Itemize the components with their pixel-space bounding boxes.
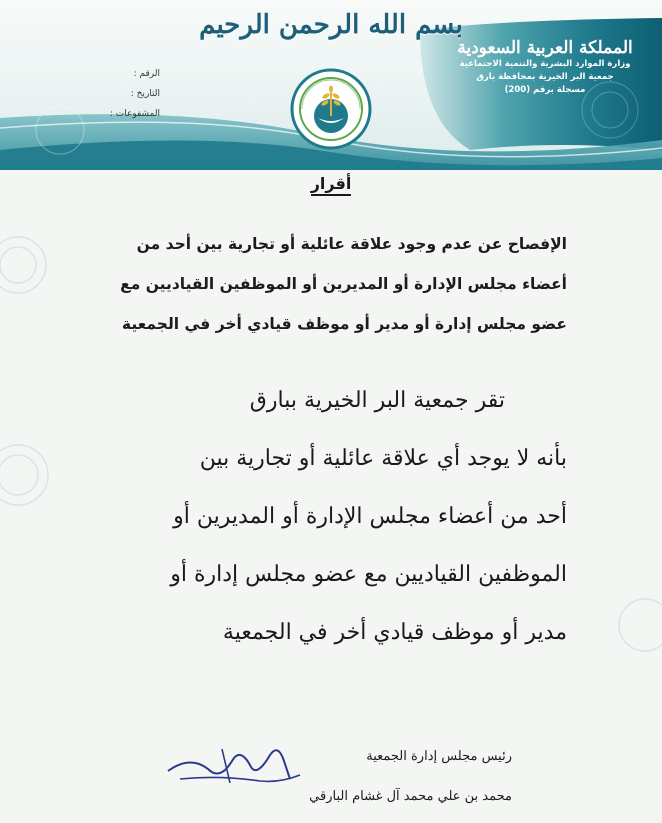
signatory-role: رئيس مجلس إدارة الجمعية: [366, 749, 512, 764]
subject-line: أعضاء مجلس الإدارة أو المديرين أو الموظفين القياديين مع: [120, 275, 567, 293]
statement-line: الموظفين القياديين مع عضو مجلس إدارة أو: [170, 562, 567, 587]
document-title: [0, 174, 662, 193]
subject-line: عضو مجلس إدارة أو مدير أو موظف قيادي أخر في الجمعية: [121, 315, 567, 333]
disclosure-subject: [87, 224, 567, 344]
date-label: التاريخ :: [130, 89, 160, 99]
ministry-name: وزارة الموارد البشرية والتنمية الاجتماعية: [459, 59, 631, 69]
statement-line: مدير أو موظف قيادي أخر في الجمعية: [222, 620, 567, 645]
association-name: جمعية البر الخيرية بمحافظة بارق: [476, 72, 614, 82]
attachments-label: المشفوعات :: [109, 109, 160, 119]
registration-number: مسجلة برقم (200): [504, 85, 586, 95]
statement-line: تقر جمعية البر الخيرية ببارق: [249, 388, 505, 413]
ref-number-label: الرقم :: [133, 69, 160, 79]
signature-block: [212, 737, 512, 817]
document-title-text: أقرار: [311, 174, 352, 196]
signatory-name: محمد بن علي محمد آل غشام البارقي: [309, 789, 512, 804]
basmala: بسم الله الرحمن الرحيم: [199, 10, 463, 40]
statement-line: أحد من أعضاء مجلس الإدارة أو المديرين أو: [173, 504, 567, 529]
statement-line: بأنه لا يوجد أي علاقة عائلية أو تجارية بين: [199, 446, 567, 471]
organization-block: [450, 38, 640, 97]
declaration-statement: [67, 372, 567, 662]
subject-line: الإفصاح عن عدم وجود علاقة عائلية أو تجارية بين أحد من: [136, 235, 567, 253]
association-emblem-icon: [290, 68, 372, 150]
country-name: المملكة العربية السعودية: [457, 38, 633, 58]
reference-fields: [60, 64, 160, 124]
letterhead: [0, 0, 662, 170]
